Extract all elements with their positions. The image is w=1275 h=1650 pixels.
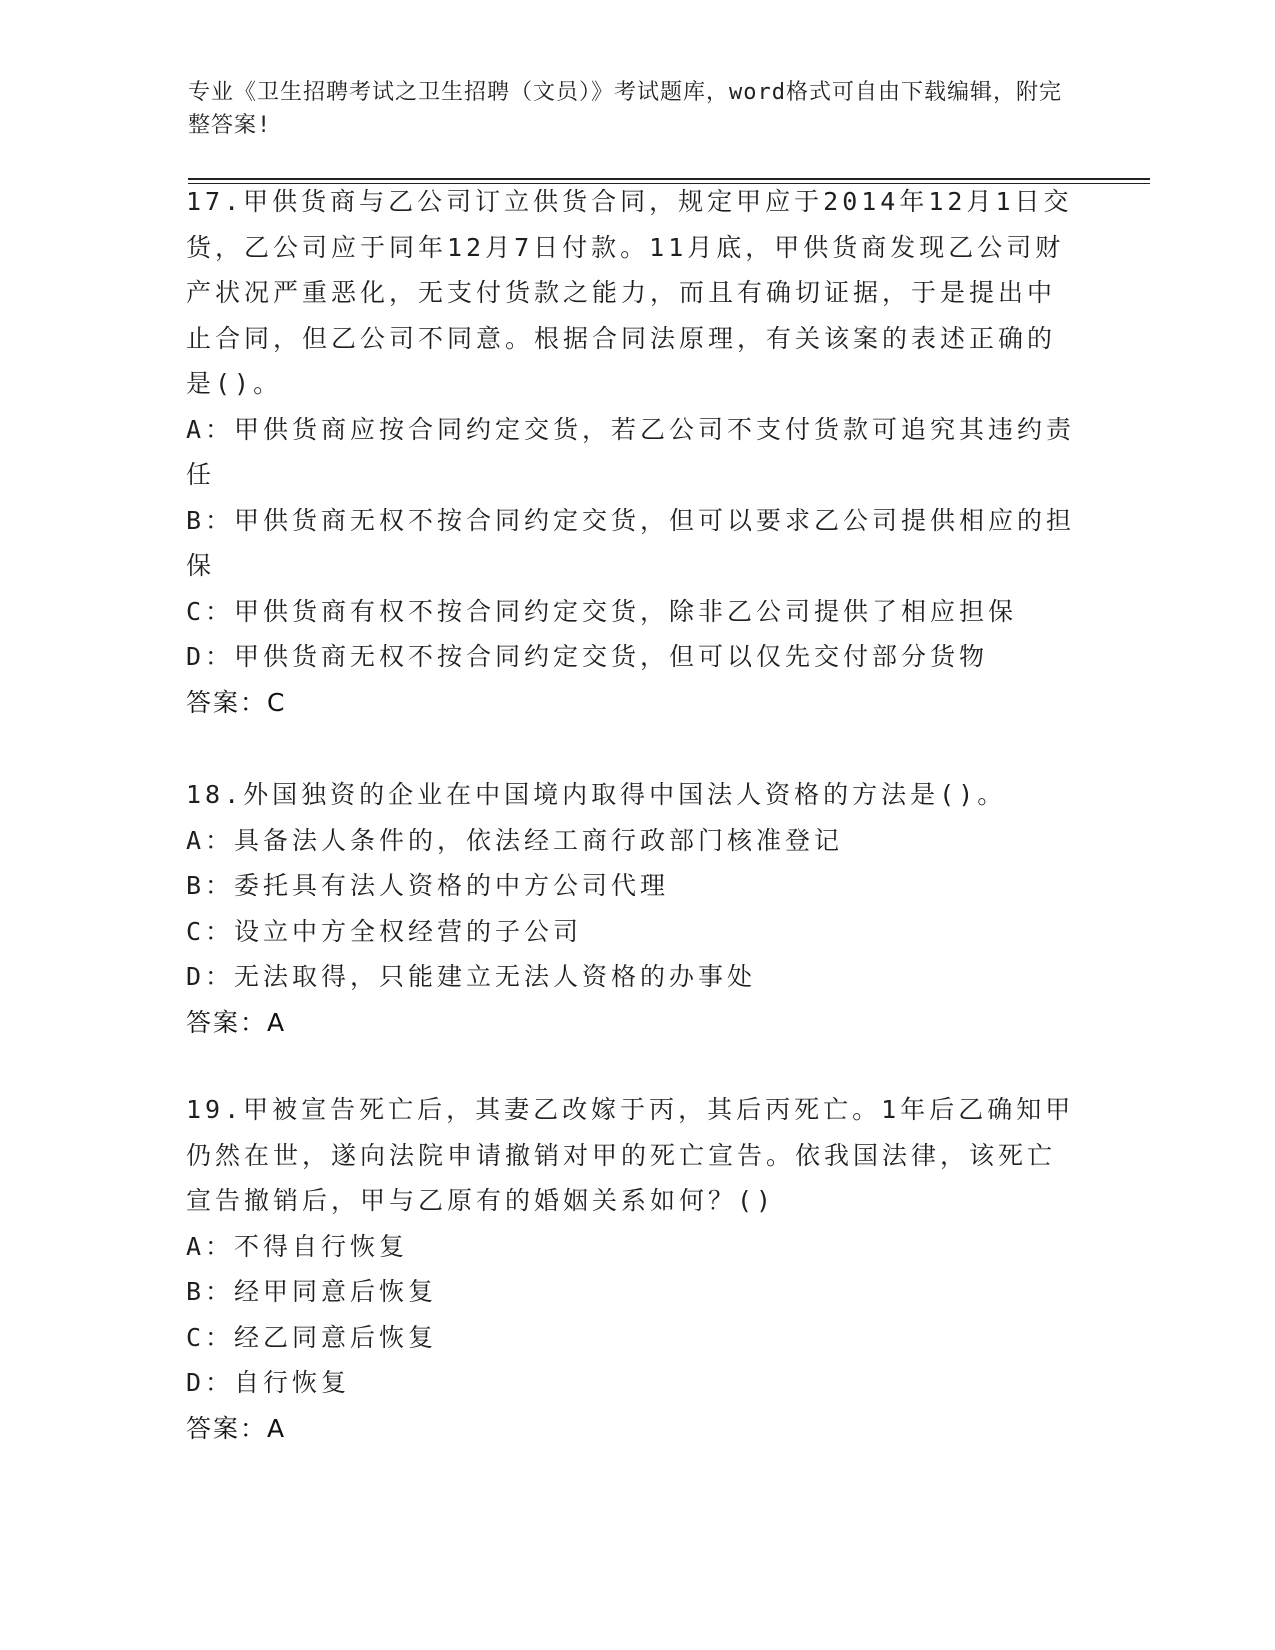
answer: 答案：C bbox=[186, 687, 287, 717]
question-stem: 19.甲被宣告死亡后，其妻乙改嫁于丙，其后丙死亡。1年后乙确知甲仍然在世，遂向法院申请撤销对甲的死亡宣告。依我国法律，该死亡宣告撤销后，甲与乙原有的婚姻关系如何？() bbox=[186, 1095, 1075, 1215]
question-stem: 18.外国独资的企业在中国境内取得中国法人资格的方法是()。 bbox=[186, 780, 1007, 809]
option-b: B：委托具有法人资格的中方公司代理 bbox=[186, 871, 670, 900]
option-c: C：设立中方全权经营的子公司 bbox=[186, 916, 583, 946]
option-b: B：甲供货商无权不按合同约定交货，但可以要求乙公司提供相应的担保 bbox=[186, 505, 1076, 580]
option-d: D：自行恢复 bbox=[186, 1368, 351, 1397]
answer: 答案：A bbox=[186, 1007, 287, 1037]
answer: 答案：A bbox=[186, 1413, 287, 1443]
option-c: C：经乙同意后恢复 bbox=[186, 1322, 438, 1352]
question-19 bbox=[186, 1087, 1081, 1451]
option-b: B：经甲同意后恢复 bbox=[186, 1277, 438, 1306]
option-d: D：无法取得，只能建立无法人资格的办事处 bbox=[186, 962, 757, 991]
option-c: C：甲供货商有权不按合同约定交货，除非乙公司提供了相应担保 bbox=[186, 596, 1018, 626]
option-a: A：具备法人条件的，依法经工商行政部门核准登记 bbox=[186, 825, 844, 855]
question-17 bbox=[186, 179, 1081, 725]
question-18 bbox=[186, 772, 1081, 1045]
option-d: D：甲供货商无权不按合同约定交货，但可以仅先交付部分货物 bbox=[186, 642, 989, 671]
option-a: A：甲供货商应按合同约定交货，若乙公司不支付货款可追究其违约责任 bbox=[186, 414, 1076, 489]
document-header: 专业《卫生招聘考试之卫生招聘（文员）》考试题库，word格式可自由下载编辑，附完整答案! bbox=[188, 80, 1062, 138]
question-stem: 17.甲供货商与乙公司订立供货合同，规定甲应于2014年12月1日交货，乙公司应于同年12月7日付款。11月底，甲供货商发现乙公司财产状况严重恶化，无支付货款之能力，而且有确切证据，于是提出中止合同，但乙公司不同意。根据合同法原理，有关该案的表述正确的是()。 bbox=[186, 187, 1073, 398]
option-a: A：不得自行恢复 bbox=[186, 1231, 409, 1261]
